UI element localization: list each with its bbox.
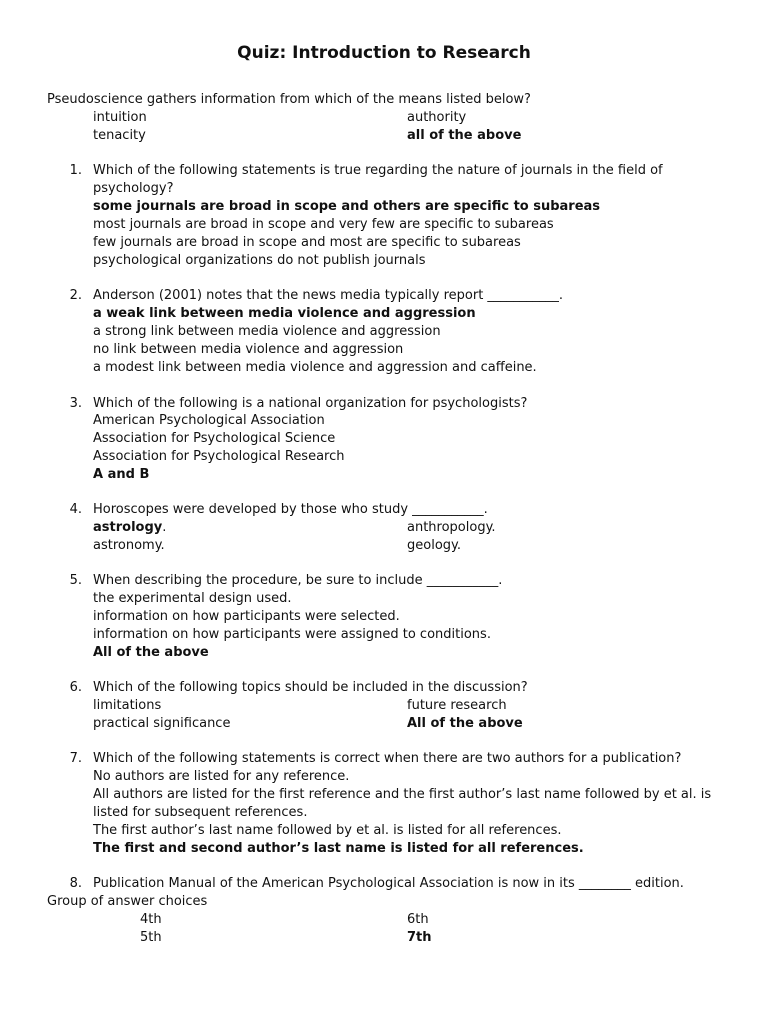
question-number: 2. — [69, 288, 82, 303]
question-number: 8. — [69, 876, 82, 891]
intro-option: authority — [407, 110, 467, 125]
answer-option: practical significance — [93, 716, 231, 731]
answer-option: geology. — [407, 538, 461, 553]
question-text: Which of the following statements is true regarding the nature of journals in the field of — [93, 163, 663, 178]
question-number: 1. — [69, 163, 82, 178]
answer-option: listed for subsequent references. — [93, 805, 308, 820]
answer-option-correct: astrology — [93, 520, 163, 535]
answer-option: limitations — [93, 698, 162, 713]
question-number: 4. — [69, 502, 82, 517]
question-text: psychology? — [93, 181, 174, 196]
question-text: When describing the procedure, be sure to include ___________. — [93, 573, 503, 588]
question-text: Which of the following is a national organization for psychologists? — [93, 396, 528, 411]
answer-option: astronomy. — [93, 538, 165, 553]
answer-option-correct: All of the above — [407, 716, 523, 731]
answer-option: information on how participants were selected. — [93, 609, 400, 624]
answer-option: most journals are broad in scope and very few are specific to subareas — [93, 217, 554, 232]
answer-option: All authors are listed for the first reference and the first author’s last name followed by et al. is — [93, 787, 712, 802]
answer-option: the experimental design used. — [93, 591, 292, 606]
page-title: Quiz: Introduction to Research — [237, 43, 531, 63]
answer-option: a modest link between media violence and aggression and caffeine. — [93, 360, 537, 375]
answer-option-correct: 7th — [407, 930, 432, 945]
intro-option-correct: all of the above — [407, 128, 522, 143]
question-number: 3. — [69, 396, 82, 411]
question-number: 5. — [69, 573, 82, 588]
intro-question: Pseudoscience gathers information from which of the means listed below? — [47, 92, 531, 107]
question-text: Publication Manual of the American Psychological Association is now in its ________ edition. — [93, 876, 684, 891]
answer-option: Association for Psychological Science — [93, 431, 336, 446]
question-text: Which of the following topics should be included in the discussion? — [93, 680, 528, 695]
answer-option: American Psychological Association — [93, 413, 325, 428]
intro-option: intuition — [93, 110, 147, 125]
group-label: Group of answer choices — [47, 894, 208, 909]
answer-option-correct: some journals are broad in scope and others are specific to subareas — [93, 199, 601, 214]
answer-option: 4th — [140, 912, 162, 927]
answer-option-correct: a weak link between media violence and aggression — [93, 306, 476, 321]
answer-option-correct: All of the above — [93, 645, 209, 660]
answer-option: No authors are listed for any reference. — [93, 769, 350, 784]
question-text: Which of the following statements is correct when there are two authors for a publication? — [93, 751, 682, 766]
intro-option: tenacity — [93, 128, 146, 143]
question-text: Horoscopes were developed by those who study ___________. — [93, 502, 488, 517]
answer-option: psychological organizations do not publish journals — [93, 253, 426, 268]
answer-option: few journals are broad in scope and most are specific to subareas — [93, 235, 521, 250]
answer-option-correct: The first and second author’s last name is listed for all references. — [93, 841, 584, 856]
answer-option: 5th — [140, 930, 162, 945]
question-number: 6. — [69, 680, 82, 695]
answer-option: 6th — [407, 912, 429, 927]
option-suffix: . — [162, 520, 167, 535]
answer-option: information on how participants were assigned to conditions. — [93, 627, 491, 642]
question-text: Anderson (2001) notes that the news media typically report ___________. — [93, 288, 564, 303]
answer-option: The first author’s last name followed by et al. is listed for all references. — [93, 823, 562, 838]
answer-option: Association for Psychological Research — [93, 449, 345, 464]
answer-option: a strong link between media violence and aggression — [93, 324, 441, 339]
answer-option-correct-wrap — [93, 519, 166, 537]
answer-option-correct: A and B — [93, 467, 150, 482]
answer-option: anthropology. — [407, 520, 496, 535]
question-number: 7. — [69, 751, 82, 766]
answer-option: future research — [407, 698, 507, 713]
answer-option: no link between media violence and aggression — [93, 342, 404, 357]
